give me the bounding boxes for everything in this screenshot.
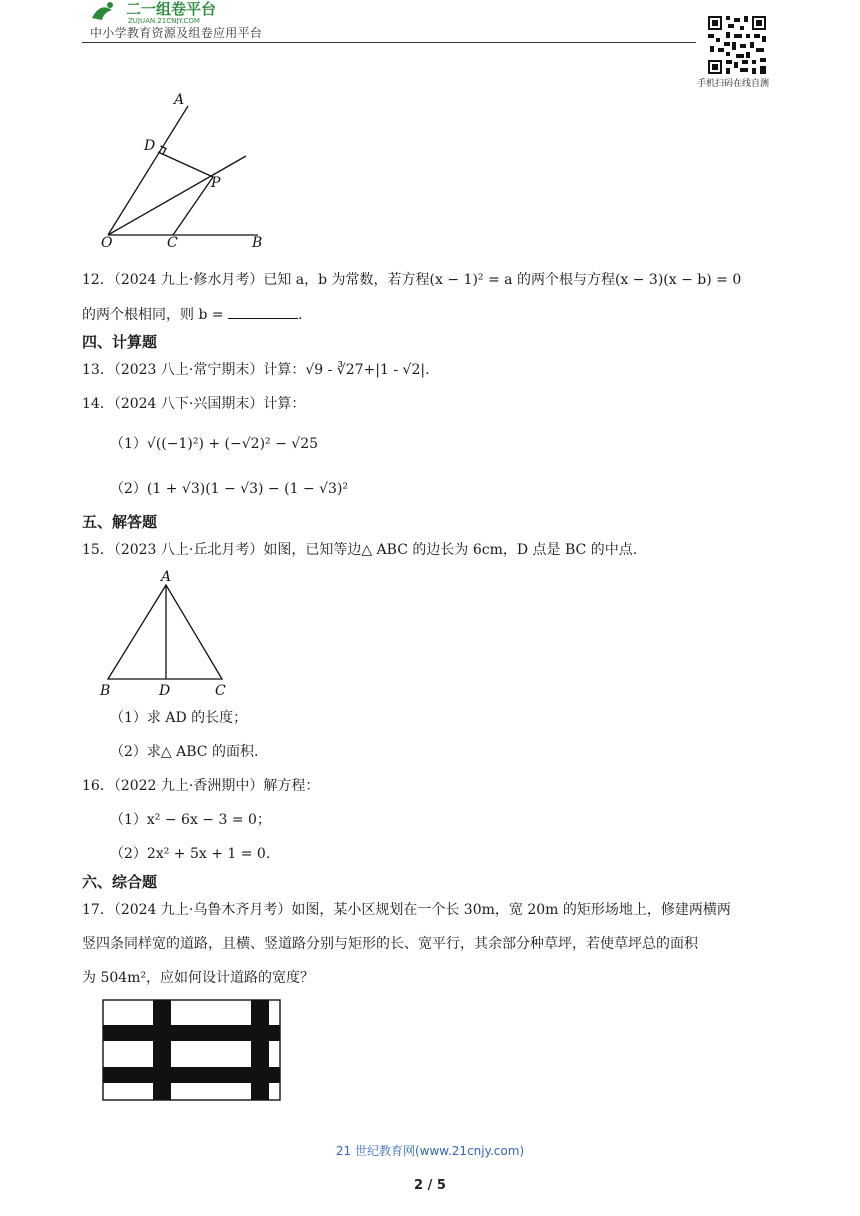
- q12-line2: [82, 304, 303, 325]
- q17-line2: 竖四条同样宽的道路，且横、竖道路分别与矩形的长、宽平行，其余部分种草坪，若使草坪总的面积: [82, 936, 698, 952]
- label-b: B: [252, 235, 263, 250]
- qr-code-icon[interactable]: [706, 14, 768, 76]
- q13-text: 13．（2023 八上·常宁期末）计算：√9 - ∛27+|1 - √2|.: [82, 362, 430, 378]
- label-d: D: [159, 683, 171, 699]
- label-a: A: [174, 92, 185, 108]
- header-subtitle: 中小学教育资源及组卷应用平台: [90, 26, 263, 40]
- q16-part1: （1）x² − 6x − 3 = 0；: [110, 812, 271, 828]
- figure-equilateral-triangle: [96, 566, 246, 702]
- label-d: D: [144, 138, 156, 154]
- figure-road-layout: [102, 999, 282, 1102]
- q15-part2: （2）求△ ABC 的面积.: [110, 744, 259, 760]
- label-a: A: [161, 569, 172, 585]
- label-p: P: [211, 175, 221, 191]
- q14-stem: 14．（2024 八下·兴国期末）计算：: [82, 396, 306, 412]
- label-o: O: [101, 235, 113, 250]
- q12-line2-end: .: [298, 307, 303, 323]
- q12-line1: 12．（2024 九上·修水月考）已知 a，b 为常数，若方程(x − 1)² = a 的两个根与方程(x − 3)(x − b) = 0: [82, 272, 742, 288]
- label-c: C: [215, 683, 226, 699]
- q16-part2: （2）2x² + 5x + 1 = 0.: [110, 846, 271, 862]
- answer-blank[interactable]: [228, 304, 298, 319]
- label-b: B: [100, 683, 111, 699]
- qr-caption: 手机扫码在线自测: [697, 79, 770, 89]
- q17-line1: 17．（2024 九上·乌鲁木齐月考）如图，某小区规划在一个长 30m，宽 20m 的矩形场地上，修建两横两: [82, 902, 731, 918]
- q15-stem: 15．（2023 八上·丘北月考）如图，已知等边△ ABC 的边长为 6cm，D 点是 BC 的中点.: [82, 542, 638, 558]
- label-c: C: [167, 235, 178, 250]
- section-heading-calculation: 四、计算题: [82, 333, 158, 351]
- q17-line3: 为 504m²，应如何设计道路的宽度？: [82, 970, 315, 986]
- q14-part1: （1）√((−1)²) + (−√2)² − √25: [110, 436, 319, 452]
- svg-text:ZUJUAN.21CNJY.COM: ZUJUAN.21CNJY.COM: [128, 17, 200, 24]
- page-number: 2 / 5: [414, 1178, 446, 1193]
- q15-part1: （1）求 AD 的长度；: [110, 710, 248, 726]
- section-heading-solve: 五、解答题: [82, 513, 158, 531]
- figure-angle-opc: [96, 90, 276, 250]
- header-rule: [82, 42, 696, 43]
- footer-site-link[interactable]: 21 世纪教育网(www.21cnjy.com): [335, 1144, 525, 1158]
- brand-logo: [82, 0, 282, 24]
- q12-line2-text: 的两个根相同，则 b =: [82, 307, 224, 323]
- q14-part2: （2）(1 + √3)(1 − √3) − (1 − √3)²: [110, 481, 349, 497]
- q16-stem: 16．（2022 九上·香洲期中）解方程：: [82, 778, 320, 794]
- section-heading-comprehensive: 六、综合题: [82, 873, 158, 891]
- svg-text:二一组卷平台: 二一组卷平台: [126, 0, 217, 18]
